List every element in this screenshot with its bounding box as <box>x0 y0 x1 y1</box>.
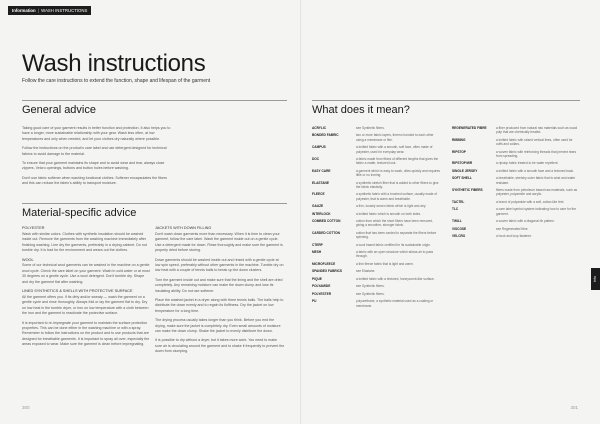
definition-description: cotton that has been carded to separate the fibers before spinning. <box>356 230 437 240</box>
material-block <box>22 226 150 254</box>
definition-row <box>312 181 440 190</box>
definition-row <box>312 145 440 154</box>
material-block <box>22 321 150 348</box>
definition-row <box>452 161 580 165</box>
definition-row <box>312 262 440 266</box>
material-text: It is important to re-impregnate your garment to maintain the surface protection properties. This can be done either in the washing machine or with a spray. Remember to follow the instructions on the product and to use products that are designed for breathable garments. It is important to spray all over, especially the areas exposed to wear. Make sure the garment is clean before impregnating. <box>22 320 150 347</box>
definition-description: a breathable, stretchy outer fabric that is wind and water resistant. <box>496 176 576 185</box>
definition-row <box>312 243 440 247</box>
material-block <box>155 278 285 294</box>
material-right-column <box>155 226 285 359</box>
definition-description: a knitted fabric with a smooth face and a textured back. <box>496 168 574 173</box>
header-section: Information <box>12 8 36 13</box>
definition-description: a thin, loosely woven fabric which is light and airy. <box>356 204 427 209</box>
definition-description: see Regenerated fibre. <box>496 226 529 231</box>
general-paragraph: Follow the instructions on the product's care label and use detergent designed for technical fabrics to avoid damage to the material. <box>22 146 167 156</box>
definition-term: MICROFLEECE <box>312 261 336 266</box>
definition-description: a fabric made from fibers of different lengths that gives the fabric a matte, textured look. <box>356 157 439 166</box>
definition-row <box>452 219 580 223</box>
page-title: Wash instructions <box>22 50 206 77</box>
material-text: Some of our technical wool garments can be washed in the machine on a gentle wool cycle. Check the care label on your garment. Wash in cold water or at most 30 degrees on a gentle cycle. Use a wool detergent. Don't tumble dry. Shape and dry the garment flat after washing. <box>22 263 150 284</box>
material-block <box>155 226 285 254</box>
definition-row <box>312 284 440 288</box>
definition-term: RIBBING <box>452 137 466 142</box>
meaning-rule <box>312 100 580 101</box>
definition-term: ACRYLIC <box>312 126 327 130</box>
definition-term: RIPSTOP/WR <box>452 161 473 166</box>
definition-term: POLYAMIDE <box>312 284 331 289</box>
material-head: POLYESTER <box>22 226 45 230</box>
definition-row <box>312 157 440 166</box>
general-advice-title: General advice <box>22 104 96 116</box>
definition-description: a synthetic fabric with a brushed surface, usually made of polyester, that is warm and breathable. <box>356 192 437 201</box>
material-block <box>155 318 285 334</box>
material-text: Turn the garment inside out and make sure that the lining and the shell are dried completely. Any remaining moisture can make the down clump and lose its insulating ability. Do not use softener. <box>155 277 283 293</box>
general-paragraph: To ensure that your garment maintains its shape and to avoid wear and tear, always close zippers, Velcro openings, buttons and button holes before washing. <box>22 161 165 171</box>
definition-row <box>312 219 440 228</box>
definition-row <box>312 126 440 130</box>
definition-row <box>312 192 440 201</box>
material-text: Wash with similar colors. Clothes with synthetic insulation should be washed inside out. Remove the garments from the washing machine immediately after finishing washing. Line dry the garments, preferably in a drying cabinet. Do not tumble dry. It is bad for the environment and wears out the clothes. <box>22 231 147 253</box>
material-head: WOOL <box>22 257 34 262</box>
header-separator: | <box>37 8 39 13</box>
definition-row <box>312 204 440 208</box>
material-block <box>22 289 150 317</box>
definition-row <box>312 212 440 216</box>
definition-row <box>312 299 440 308</box>
definition-term: ELASTANE <box>312 180 329 185</box>
definition-term: TWILL <box>452 219 462 224</box>
definition-row <box>312 250 440 259</box>
definition-description: a woven fabric with a diagonal rib pattern. <box>496 219 555 224</box>
definition-term: MESH <box>312 250 322 255</box>
definition-row <box>312 277 440 281</box>
definition-row <box>452 234 580 238</box>
page-number-right: 301 <box>570 405 578 410</box>
definition-row <box>452 176 580 185</box>
page-number-left: 300 <box>22 405 30 410</box>
material-text: Don't wash down garments more than necessary. When it is time to clean your garment, follow the care label. Wash the garment inside out on a gentle cycle. Use a detergent made for down. Rinse thoroughly and make sure the garment is properly dried before storing. <box>155 231 283 253</box>
material-left-column <box>22 226 150 352</box>
definition-description: a knitted fabric with a smooth, soft face, often made of polyester, used for everyday wear. <box>356 145 433 154</box>
definition-term: RIPSTOP <box>452 149 466 154</box>
definition-description: a knitted fabric with a textured, honeycomb-like surface. <box>356 276 435 281</box>
meaning-title: What does it mean? <box>312 104 410 116</box>
definition-row <box>452 169 580 173</box>
definition-description: a synthetic stretch fiber that is added to other fibers to give the fabric elasticity. <box>356 180 439 189</box>
material-block <box>155 258 285 274</box>
definition-term: CARDED COTTON <box>312 230 340 235</box>
material-text: Place the washed jacket in a dryer along with three tennis balls. The balls help to distribute the down evenly and to regain its fluffiness. Dry the jacket on low temperature for a long time. <box>155 297 284 313</box>
definition-row <box>312 269 440 273</box>
definition-row <box>312 292 440 296</box>
header-subsection: WASH INSTRUCTIONS <box>41 8 88 13</box>
definition-description: two or more fabric layers, thermo bonded to each other using a membrane or film. <box>356 133 434 142</box>
definition-description: a garment which is easy to wash, dries quickly and requires little or no ironing. <box>356 168 440 178</box>
definition-description: a fiber produced from natural raw materials such as wood pulp that are chemically treated. <box>496 126 578 135</box>
definition-term: VELCRO <box>452 234 466 239</box>
general-advice-rule <box>22 100 287 101</box>
definition-row <box>452 126 580 135</box>
definition-term: CTERP <box>312 242 323 247</box>
definition-description: a thin fleece fabric that is light and warm. <box>356 261 414 266</box>
definition-description: see Synthetic fibers. <box>356 284 385 289</box>
material-text: The drying process usually takes longer than you think. Before you end the drying, make sure the jacket is completely dry. Even small amounts of moisture can make the down clump. Shake the jacket to evenly distribute the down. <box>155 318 281 333</box>
definition-description: fibers made from petroleum based raw materials, such as polyester, polyamide and acrylic. <box>496 188 578 197</box>
general-paragraph: Taking good care of your garment results in better function and protection. It also helps you to have a longer, more sustainable relationship with your gear. Wash less often, at low temperatures and only when needed, and let your clothes dry naturally where possible. <box>22 126 171 141</box>
section-header-tag <box>8 6 91 15</box>
definitions-column-1 <box>312 126 440 311</box>
definition-term: SPANDEX FABRICS <box>312 269 343 274</box>
material-block <box>22 258 150 286</box>
definition-description: a fabric with an open structure which allows air to pass through. <box>356 250 434 259</box>
definition-description: a knitted fabric which is smooth on both sides. <box>356 211 422 216</box>
definition-description: a wool based fabric certified for its sustainable origin. <box>356 242 431 247</box>
definition-term: REGENERATED FIBRE <box>452 126 487 130</box>
definition-term: PU <box>312 299 317 304</box>
general-paragraph: Don't use fabric softener when washing functional clothes. Softener encapsulates the fibers and this can reduce the fabric's ability to transport moisture. <box>22 175 167 186</box>
definition-row <box>452 207 580 216</box>
definition-row <box>452 188 580 197</box>
definition-row <box>312 133 440 142</box>
definitions-column-2 <box>452 126 580 242</box>
definition-row <box>312 231 440 240</box>
definition-term: TACTEL <box>452 199 465 204</box>
definition-description: a ripstop fabric treated to be water repellent. <box>496 161 559 166</box>
definition-description: see Synthetic fibers. <box>356 291 385 296</box>
definition-row <box>452 150 580 159</box>
material-block <box>155 298 285 314</box>
definition-term: INTERLOCK <box>312 211 331 216</box>
definition-term: FLEECE <box>312 192 325 197</box>
definition-row <box>452 138 580 147</box>
material-text: All the garment offers you. If its dirty and/or sweaty — wash the garment on a gentle cycle and rinse thoroughly. Always fold or lay the garment flat to dry. Dry on low heat in the tumble dryer, or iron on low temperature with a cloth between the iron and the garment to reactivate the protective surface. <box>22 294 149 316</box>
material-advice-rule <box>22 203 287 204</box>
material-head: LINED SYNTHETICS & SHELLS WITH PROTECTIVE SURFACE <box>22 289 133 294</box>
definition-term: SINGLE JERSEY <box>452 168 478 173</box>
definition-description: a knitted fabric with raised vertical lines, often used for cuffs and collars. <box>496 137 573 147</box>
material-head: JACKETS WITH DOWN FILLING <box>155 226 212 230</box>
general-advice-text <box>22 126 172 191</box>
definition-term: SOFT SHELL <box>452 176 472 181</box>
material-advice-title: Material-specific advice <box>22 207 137 219</box>
definition-description: a woven fabric with reinforcing threads that prevent tears from spreading. <box>496 149 577 158</box>
page-spread-divider <box>300 0 301 424</box>
definition-description: polyurethane, a synthetic material used as a coating or membrane. <box>356 299 434 308</box>
definition-term: PIQUE <box>312 276 322 281</box>
definition-row <box>452 227 580 231</box>
definition-description: cotton from which the short fibers have been removed, giving a smoother, stronger fabric. <box>356 219 433 228</box>
definition-term: POLYESTER <box>312 291 332 296</box>
definition-row <box>312 169 440 178</box>
material-text: Down garments should be washed inside out and rinsed with a gentle cycle at low spin speed, preferably without other garments in the machine. Tumble dry on low heat with a couple of tennis balls to break up the down clusters. <box>155 257 284 273</box>
definition-description: a brand of polyamide with a soft, cotton-like feel. <box>496 199 565 204</box>
definition-description: a hook and loop fastener. <box>496 234 532 239</box>
definition-term: BONDED FABRIC <box>312 133 339 138</box>
definition-description: a care label symbol system indicating how to care for the garment. <box>496 207 577 216</box>
page-subtitle: Follow the care instructions to extend the function, shape and lifespan of the garment <box>22 78 211 84</box>
definition-term: SYNTHETIC FIBERS <box>452 188 483 193</box>
definition-description: see Synthetic fibers. <box>356 126 385 130</box>
definition-row <box>452 200 580 204</box>
definition-description: see Elastane. <box>356 269 376 274</box>
definition-term: COMBED COTTON <box>312 219 341 224</box>
side-index-tab: Info <box>591 268 600 290</box>
definition-term: GAUZE <box>312 204 324 209</box>
material-text: It is possible to dry without a dryer, but it takes more work. You need to make sure air is circulating around the garment and to shake it frequently to prevent the down from clumping. <box>155 338 285 354</box>
definition-term: CAMPUS <box>312 145 326 150</box>
definition-term: EASY CARE <box>312 168 331 173</box>
material-block <box>155 338 285 354</box>
definition-term: DOC <box>312 157 320 162</box>
definition-term: VISCOSE <box>452 226 467 231</box>
definition-term: TLC <box>452 207 459 212</box>
